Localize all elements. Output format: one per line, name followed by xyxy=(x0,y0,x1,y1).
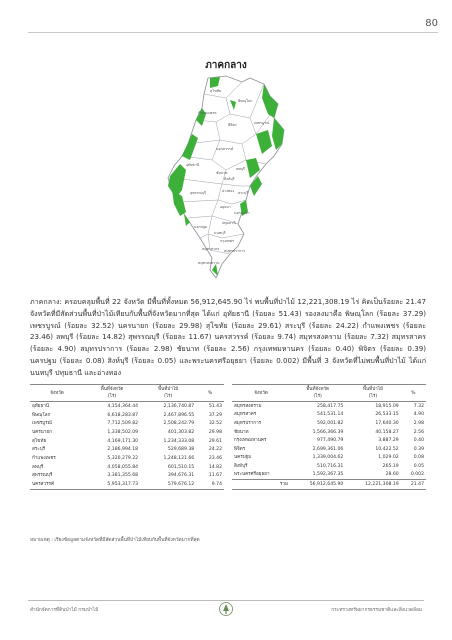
cell-forest: 529,689.38 xyxy=(167,447,195,453)
forest-table-right xyxy=(232,384,426,490)
footer-right-text: กระทรวงทรัพยากรธรรมชาติและสิ่งแวดล้อม xyxy=(331,608,422,613)
cell-province: พิษณุโลก xyxy=(32,412,51,418)
col-area: พื้นที่จังหวัด (ไร่) xyxy=(290,385,345,402)
label-suphan-buri: สุพรรณบุรี xyxy=(190,191,206,195)
cell-area: 4,058,055.84 xyxy=(107,464,139,470)
cell-area: 1,338,502.09 xyxy=(107,429,139,435)
table-note: หมายเหตุ : เรียงข้อมูลตามจังหวัดที่มีสัดส่วนพื้นที่ป่าไม้เทียบกับพื้นที่จังหวัดมากที่สุด xyxy=(30,538,200,543)
cell-area: 1,339,004.62 xyxy=(312,455,344,461)
label-kamphaeng-phet: กำแพงเพชร xyxy=(198,111,217,115)
table-row xyxy=(30,419,224,428)
label-sing-buri: สิงห์บุรี xyxy=(224,177,235,181)
cell-percent: 0.08 xyxy=(413,455,424,461)
table-row xyxy=(232,428,426,437)
cell-forest: 265.19 xyxy=(382,463,399,469)
cell-province: สระบุรี xyxy=(32,447,46,453)
col-percent: % xyxy=(196,385,224,402)
col-percent: % xyxy=(401,385,426,402)
cell-forest: 10,422.52 xyxy=(375,446,399,452)
cell-area: 1,566,366.39 xyxy=(312,429,344,435)
cell-percent: 23.46 xyxy=(208,455,222,461)
cell-area: 6,618,283.87 xyxy=(107,412,139,418)
label-nakhon-nayok: นครนายก xyxy=(234,211,250,215)
cell-province: สมุทรสงคราม xyxy=(234,403,262,409)
cell-percent: 9.74 xyxy=(196,480,224,489)
table-row xyxy=(232,419,426,428)
cell-province: พิจิตร xyxy=(234,446,246,452)
cell-forest: 394,676.31 xyxy=(167,473,195,479)
table-header-row xyxy=(30,385,224,402)
cell-forest: 26,533.15 xyxy=(375,412,399,418)
cell-area: 5,953,317.73 xyxy=(84,480,140,489)
label-samut-songkhram: สมุทรสงคราม xyxy=(198,261,220,265)
cell-percent: 24.22 xyxy=(208,447,222,453)
cell-percent: 7.32 xyxy=(413,403,424,409)
cell-percent: 0.05 xyxy=(413,463,424,469)
cell-percent: 14.82 xyxy=(208,464,222,470)
cell-province: ชัยนาท xyxy=(234,429,249,435)
col-province: จังหวัด xyxy=(232,385,290,402)
cell-area: 1,592,367.35 xyxy=(312,472,344,478)
cell-percent: 0.39 xyxy=(413,446,424,452)
cell-forest: 401,303.82 xyxy=(167,429,195,435)
col-province: จังหวัด xyxy=(30,385,84,402)
cell-area: 541,531.14 xyxy=(317,412,344,418)
cell-forest: 2,136,740.87 xyxy=(163,403,195,409)
label-samut-prakan: สมุทรปราการ xyxy=(224,249,246,253)
label-sukhothai: สุโขทัย xyxy=(210,89,222,93)
label-phichit: พิจิตร xyxy=(228,123,237,127)
col-forest: พื้นที่ป่าไม้ (ไร่) xyxy=(345,385,400,402)
table-row xyxy=(30,402,224,411)
cell-province: นครนายก xyxy=(32,429,52,435)
table-row xyxy=(30,463,224,472)
cell-forest: 40,158.27 xyxy=(375,429,399,435)
table-row xyxy=(232,462,426,471)
cell-forest: 601,510.15 xyxy=(167,464,195,470)
cell-province: ลพบุรี xyxy=(32,464,44,470)
department-logo-icon xyxy=(218,601,234,617)
page-number: 80 xyxy=(425,18,438,29)
cell-province: นครสวรรค์ xyxy=(30,480,84,489)
cell-percent: 2.98 xyxy=(413,420,424,426)
table-row xyxy=(30,471,224,480)
label-phitsanulok: พิษณุโลก xyxy=(238,99,253,103)
total-label: รวม xyxy=(232,480,290,490)
cell-percent: 51.43 xyxy=(208,403,222,409)
map-svg xyxy=(146,74,316,282)
cell-province: นครปฐม xyxy=(234,455,252,461)
cell-forest: 579,676.12 xyxy=(140,480,196,489)
label-nakhon-sawan: นครสวรรค์ xyxy=(216,147,234,151)
table-row xyxy=(30,411,224,420)
total-area: 56,912,645.90 xyxy=(290,480,345,490)
label-lopburi: ลพบุรี xyxy=(236,167,245,171)
cell-province: สุโขทัย xyxy=(32,438,47,444)
label-nakhon-pathom: นครปฐม xyxy=(194,225,208,229)
cell-forest: 18,915.09 xyxy=(375,403,399,409)
forest-table-left xyxy=(30,384,224,490)
label-pathum-thani: ปทุมธานี xyxy=(222,221,236,225)
cell-percent: 0.40 xyxy=(413,438,424,444)
cell-forest: 28.60 xyxy=(385,472,399,478)
table-row xyxy=(30,480,224,489)
cell-forest: 1,029.02 xyxy=(378,455,399,461)
cell-area: 7,712,509.82 xyxy=(107,421,139,427)
table-row xyxy=(232,411,426,420)
table-row xyxy=(30,454,224,463)
table-row xyxy=(30,445,224,454)
cell-area: 2,186,994.18 xyxy=(107,447,139,453)
cell-area: 5,320,279.22 xyxy=(107,455,139,461)
total-percent: 21.47 xyxy=(401,480,426,490)
table-row xyxy=(232,445,426,454)
col-area: พื้นที่จังหวัด (ไร่) xyxy=(84,385,140,402)
label-ayutthaya: อยุธยา xyxy=(220,205,231,209)
cell-forest: 17,640.30 xyxy=(375,420,399,426)
region-title: ภาคกลาง xyxy=(205,60,247,71)
header-rule xyxy=(28,32,438,33)
label-saraburi: สระบุรี xyxy=(238,191,249,195)
summary-paragraph: ภาคกลาง: ครอบคลุมพื้นที่ 22 จังหวัด มีพื้นที่ทั้งหมด 56,912,645.90 ไร่ พบพื้นที่ป่าไม้ 12,221,308.19 ไร่ คิดเป็นร้อยละ 21.47 จังหวัดที่มีสัดส่วนพื้นที่ป่าไม้เทียบกับพื้นที่จังหวัดมากที่สุด ได้แก่ อุทัยธานี (ร้อยละ 51.43) รองลงมาคือ พิษณุโลก (ร้อยละ 37.29) เพชรบูรณ์ (ร้อยละ 32.52) นครนายก (ร้อยละ 29.98) สุโขทัย (ร้อยละ 29.61) สระบุรี (ร้อยละ 24.22) กำแพงเพชร (ร้อยละ 23.46) ลพบุรี (ร้อยละ 14.82) สุพรรณบุรี (ร้อยละ 11.67) นครสวรรค์ (ร้อยละ 9.74) สมุทรสงคราม (ร้อยละ 7.32) สมุทรสาคร (ร้อยละ 4.90) สมุทรปราการ (ร้อยละ 2.98) ชัยนาท (ร้อยละ 2.56) กรุงเทพมหานคร (ร้อยละ 0.40) พิจิตร (ร้อยละ 0.39) นครปฐม (ร้อยละ 0.08) สิงห์บุรี (ร้อยละ 0.05) และพระนครศรีอยุธยา (ร้อยละ 0.002) มีพื้นที่ 3 จังหวัดที่ไม่พบพื้นที่ป่าไม้ ได้แก่ นนทบุรี ปทุมธานี และอ่างทอง xyxy=(30,297,426,377)
cell-forest: 1,234,333.08 xyxy=(163,438,195,444)
forest-area-tables xyxy=(30,384,426,490)
cell-percent: 2.56 xyxy=(413,429,424,435)
cell-percent: 29.98 xyxy=(208,429,222,435)
cell-percent: 32.52 xyxy=(208,421,222,427)
table-row xyxy=(30,437,224,446)
table-row xyxy=(232,471,426,480)
cell-percent: 37.29 xyxy=(208,412,222,418)
cell-percent: 0.002 xyxy=(410,472,424,478)
table-header-row xyxy=(232,385,426,402)
table-body-right xyxy=(232,402,426,490)
cell-percent: 11.67 xyxy=(208,473,222,479)
label-phetchabun: เพชรบูรณ์ xyxy=(254,121,270,125)
cell-forest: 3,887.29 xyxy=(378,438,399,444)
cell-forest: 1,248,121.66 xyxy=(163,455,195,461)
cell-province: กรุงเทพมหานคร xyxy=(234,438,267,444)
label-bangkok: กรุงเทพฯ xyxy=(220,239,234,243)
label-chai-nat: ชัยนาท xyxy=(216,171,228,175)
cell-area: 977,490.79 xyxy=(317,438,344,444)
cell-area: 258,417.75 xyxy=(317,403,344,409)
cell-area: 3,381,355.68 xyxy=(107,473,139,479)
table-row xyxy=(232,402,426,411)
central-region-map xyxy=(146,74,316,282)
footer-left-text: สำนักจัดการที่ดินป่าไม้ กรมป่าไม้ xyxy=(30,608,99,613)
cell-province: สุพรรณบุรี xyxy=(32,473,53,479)
cell-province: กำแพงเพชร xyxy=(32,455,56,461)
cell-province: สมุทรสาคร xyxy=(234,412,257,418)
col-forest: พื้นที่ป่าไม้ (ไร่) xyxy=(140,385,196,402)
cell-area: 4,169,171.30 xyxy=(107,438,139,444)
label-ang-thong: อ่างทอง xyxy=(222,189,235,193)
cell-forest: 2,508,242.79 xyxy=(163,421,195,427)
cell-area: 510,716.31 xyxy=(317,463,344,469)
label-samut-sakhon: สมุทรสาคร xyxy=(202,247,220,251)
cell-province: เพชรบูรณ์ xyxy=(32,421,52,427)
total-forest: 12,221,308.19 xyxy=(345,480,400,490)
cell-percent: 4.90 xyxy=(413,412,424,418)
table-row xyxy=(232,453,426,462)
cell-province: อุทัยธานี xyxy=(32,403,50,409)
label-uthai-thani: อุทัยธานี xyxy=(186,163,200,167)
cell-area: 4,154,364.44 xyxy=(107,403,139,409)
label-nonthaburi: นนทบุรี xyxy=(214,231,226,235)
table-row xyxy=(232,436,426,445)
cell-province: สิงห์บุรี xyxy=(234,463,248,469)
cell-province: สมุทรปราการ xyxy=(234,420,262,426)
cell-area: 2,699,361.06 xyxy=(312,446,344,452)
table-body-left xyxy=(30,402,224,490)
total-row xyxy=(232,480,426,490)
cell-area: 592,001.82 xyxy=(317,420,344,426)
cell-province: พระนครศรีอยุธยา xyxy=(234,472,270,478)
table-row xyxy=(30,428,224,437)
cell-forest: 2,467,896.55 xyxy=(163,412,195,418)
cell-percent: 29.61 xyxy=(208,438,222,444)
